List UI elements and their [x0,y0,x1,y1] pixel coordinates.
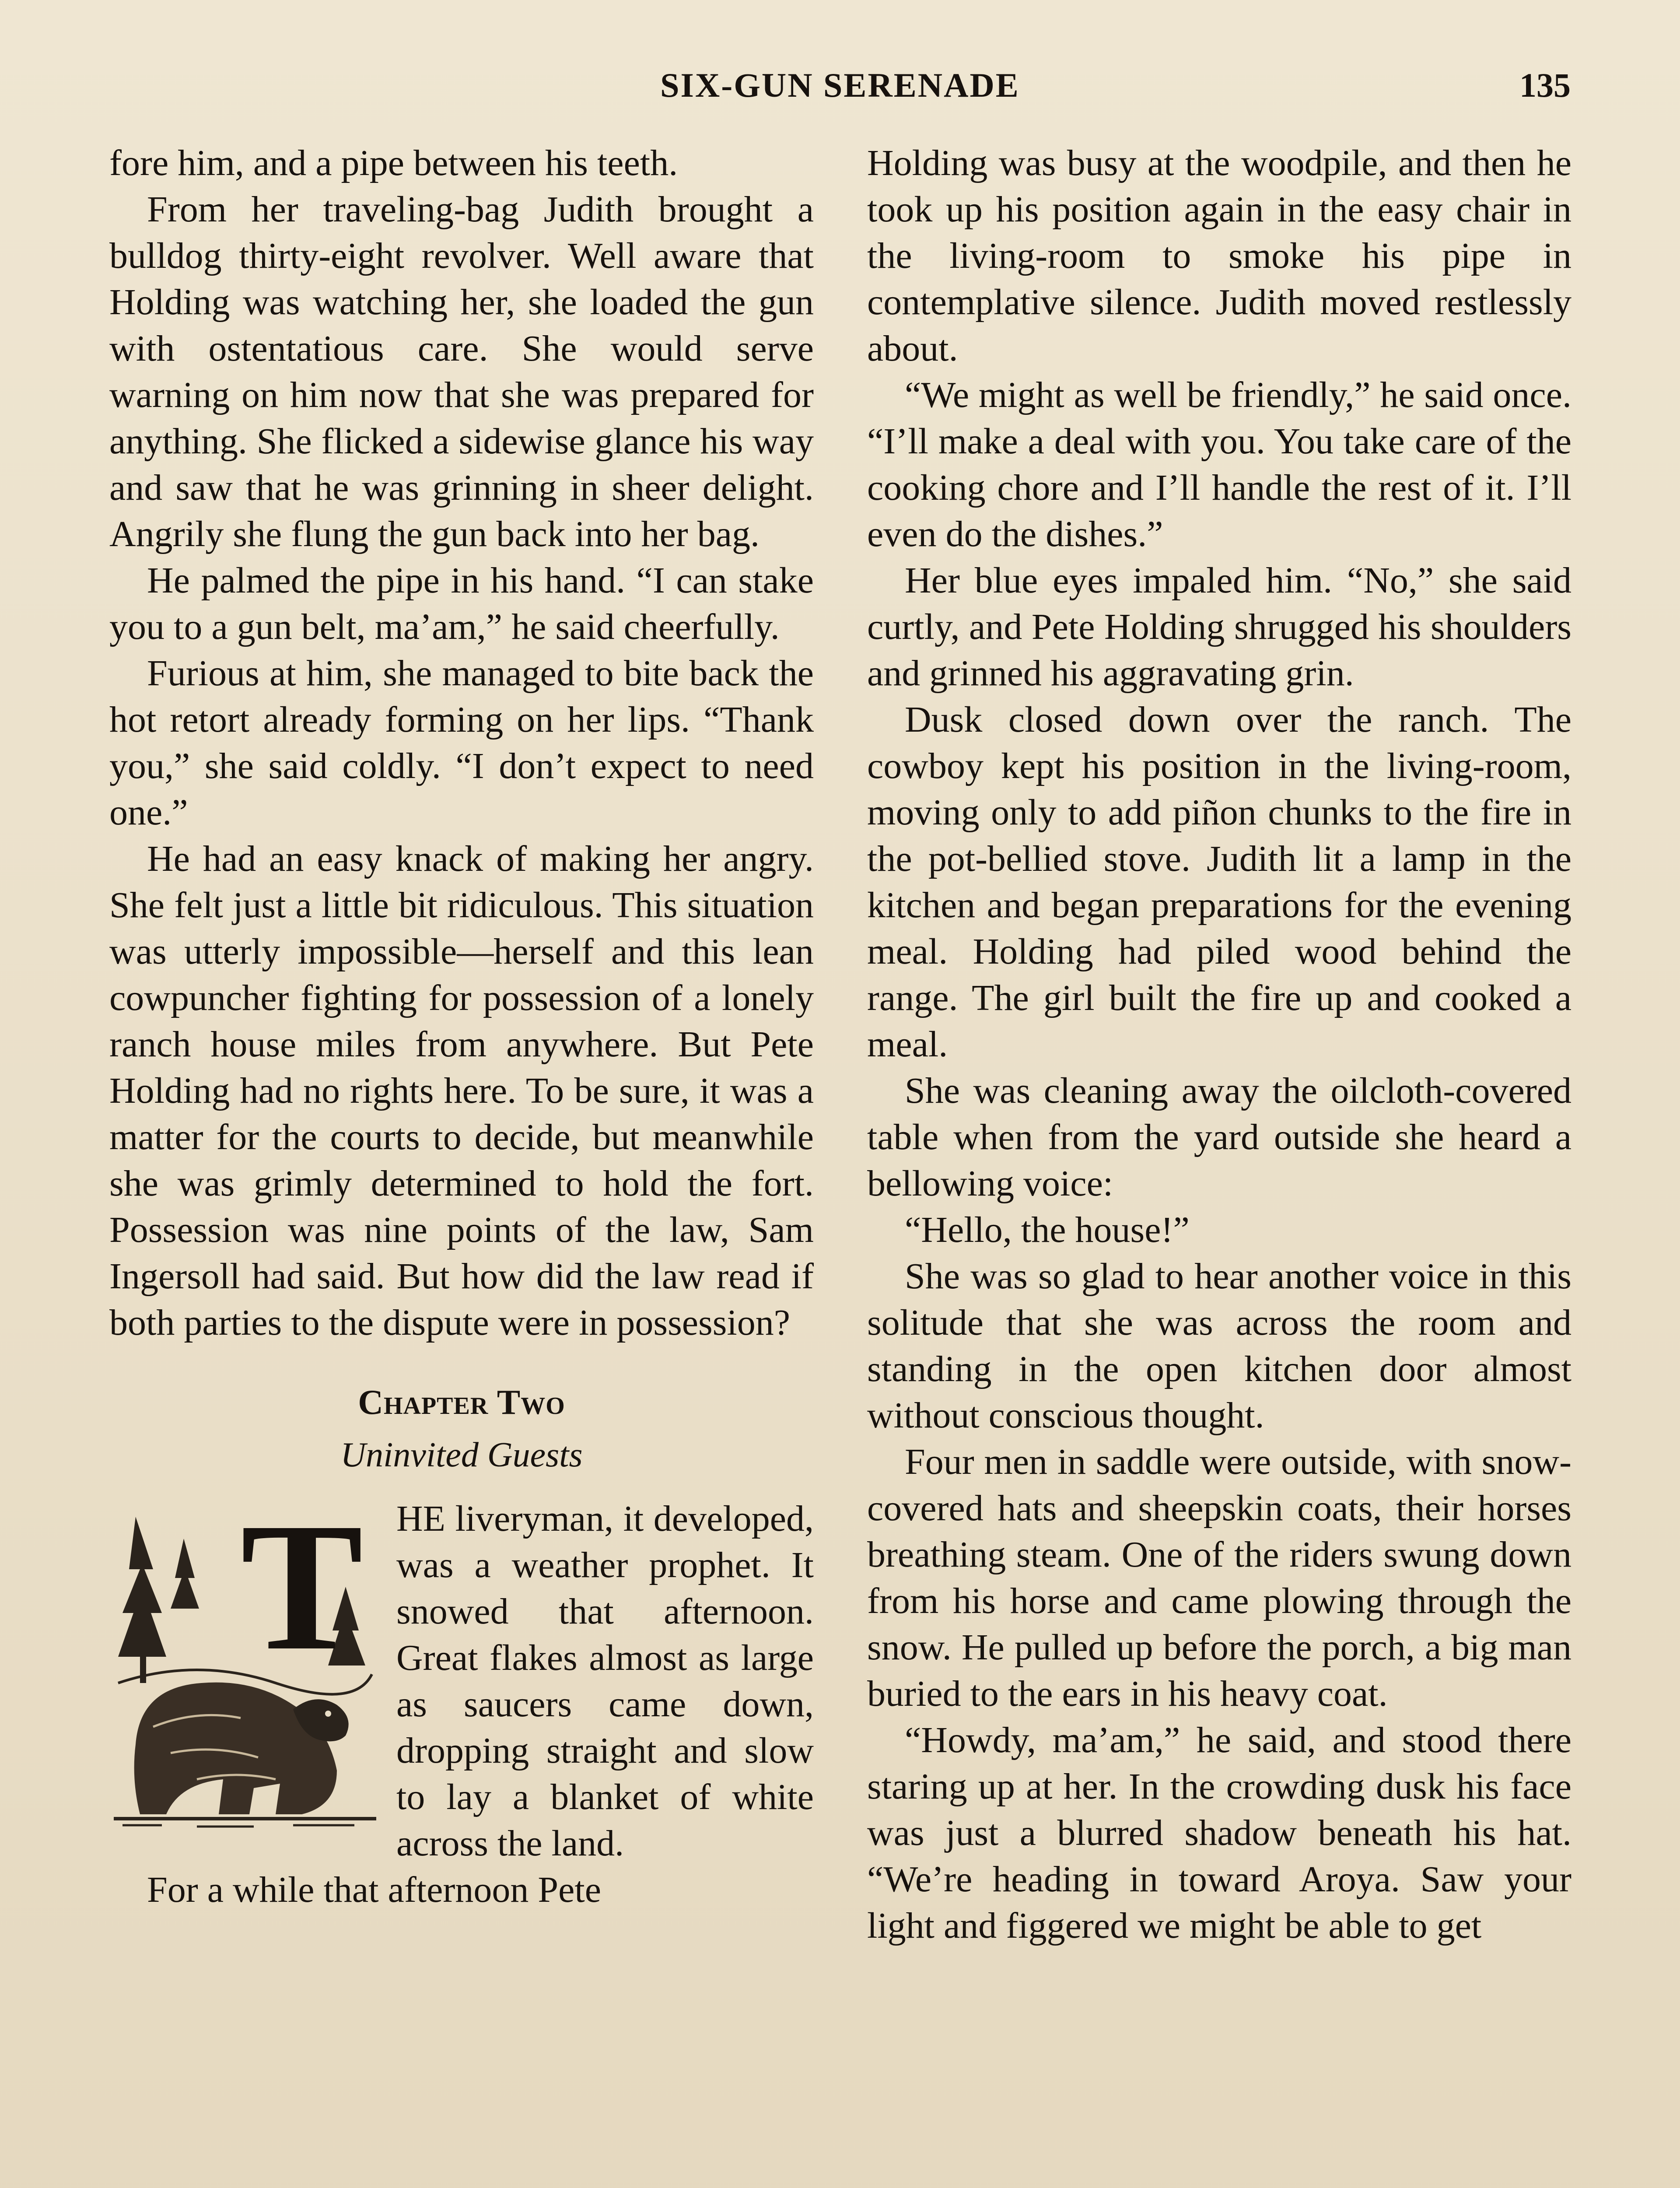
paragraph: “Howdy, ma’am,” he said, and stood there staring up at her. In the crowding dusk his face was just a blurred shadow beneath his hat. “We’re heading in toward Aroya. Saw your light and figgered we might be able to get [867,1720,1572,1946]
paragraph: Her blue eyes impaled him. “No,” she said curtly, and Pete Holding shrugged his shoulders and grinned his aggravating grin. [867,560,1572,694]
dropcap-illustration [109,1485,381,1832]
paragraph: “We might as well be friendly,” he said once. “I’ll make a deal with you. You take care of the cooking chore and I’ll handle the rest of it. I’ll even do the dishes.” [867,375,1572,554]
dropcap-block [109,1485,814,1867]
dropcap-letter: T [241,1485,364,1688]
running-head [109,66,1571,114]
right-column [867,140,1572,1949]
dropcap-paragraph: HE liveryman, it developed, was a weather prophet. It snowed that afternoon. Great flakes almost as large as saucers came down, dropping straight and slow to lay a blanket of white across the land. [396,1498,814,1864]
paragraph: He palmed the pipe in his hand. “I can stake you to a gun belt, ma’am,” he said cheerfully. [109,560,814,647]
paragraph: She was cleaning away the oilcloth-covered table when from the yard outside she heard a bellowing voice: [867,1070,1572,1204]
chapter-heading [109,1379,814,1426]
paragraph: From her traveling-bag Judith brought a bulldog thirty-eight revolver. Well aware that Holding was watching her, she loaded the gun with ostentatious care. She would serve warning on him now that she was prepared for anything. She flicked a sidewise glance his way and saw that he was grinning in sheer delight. Angrily she flung the gun back into her bag. [109,189,814,554]
paragraph: He had an easy knack of making her angry. She felt just a little bit ridiculous. This situation was utterly impossible—herself and this lean cowpuncher fighting for possession of a lonely ranch house miles from anywhere. But Pete Holding had no rights here. To be sure, it was a matter for the courts to decide, but meanwhile she was grimly determined to hold the fort. Possession was nine points of the law, Sam Ingersoll had said. But how did the law read if both parties to the dispute were in possession? [109,838,814,1343]
paragraph: For a while that afternoon Pete [147,1869,602,1910]
left-column [109,140,814,1913]
paragraph: She was so glad to hear another voice in this solitude that she was across the room and standing in the open kitchen door almost without conscious thought. [867,1256,1572,1436]
paragraph: Dusk closed down over the ranch. The cowboy kept his position in the living-room, moving only to add piñon chunks to the fire in the pot-bellied stove. Judith lit a lamp in the kitchen and began preparations for the evening meal. Holding had piled wood behind the range. The girl built the fire up and cooked a meal. [867,699,1572,1065]
running-title: SIX-GUN SERENADE [660,66,1020,104]
chapter-label: Chapter Two [358,1383,565,1422]
paragraph: Four men in saddle were outside, with snow-covered hats and sheepskin coats, their horses breathing steam. One of the riders swung down from his horse and came plowing through the snow. He pulled up before the porch, a big man buried to the ears in his heavy coat. [867,1441,1572,1714]
paragraph: Furious at him, she managed to bite back the hot retort already forming on her lips. “Thank you,” she said coldly. “I don’t expect to need one.” [109,653,814,833]
chapter-title: Uninvited Guests [340,1436,583,1474]
paragraph: Holding was busy at the woodpile, and then he took up his position again in the easy chair in the living-room to smoke his pipe in contemplative silence. Judith moved restlessly about. [867,143,1572,369]
paragraph: “Hello, the house!” [905,1210,1190,1250]
page-number: 135 [1519,66,1571,104]
paragraph: fore him, and a pipe between his teeth. [109,143,678,183]
